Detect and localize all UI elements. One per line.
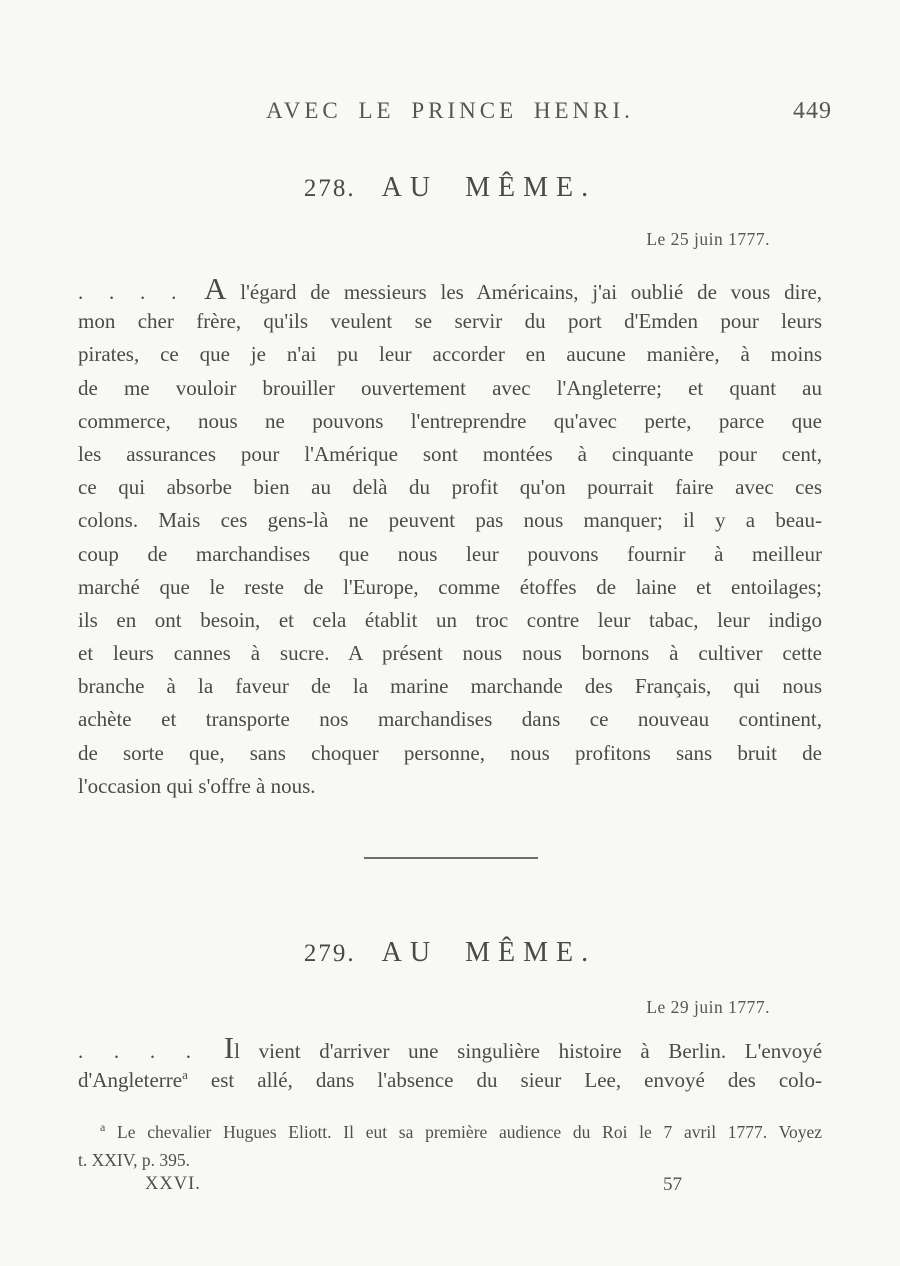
text-line: les assurances pour l'Amérique sont montées à cinquante pour cent, (78, 441, 822, 466)
text-line: l'occasion qui s'offre à nous. (78, 773, 316, 798)
letter-278-title: AU MÊME. (381, 172, 597, 203)
page-number: 449 (793, 98, 832, 124)
text-line: de sorte que, sans choquer personne, nous profitons sans bruit de (78, 740, 822, 765)
footnote-line: t. XXIV, p. 395. (78, 1149, 190, 1170)
ellipsis-opening: . . . . (78, 280, 183, 304)
text-line: mon cher frère, qu'ils veulent se servir du port d'Emden pour leurs (78, 309, 822, 334)
footnote-line (78, 1119, 822, 1147)
text-line: colons. Mais ces gens-là ne peuvent pas nous manquer; il y a beau- (78, 508, 822, 533)
running-header-title: AVEC LE PRINCE HENRI. (266, 98, 634, 123)
text-line: achète et transporte nos marchandises dans ce nouveau continent, (78, 707, 822, 732)
sheet-number: 57 (663, 1174, 682, 1195)
text-line: branche à la faveur de la marine marchande des Français, qui nous (78, 674, 822, 699)
text-line-fragment: l'égard de messieurs les Américains, j'ai oublié de vous dire, (240, 280, 823, 304)
letter-278-body (78, 272, 822, 803)
footnote-block (78, 1119, 822, 1174)
letter-279-title: AU MÊME. (381, 937, 597, 968)
text-line (78, 272, 822, 305)
text-line: de me vouloir brouiller ouvertement avec l'Angleterre; et quant au (78, 375, 822, 400)
text-line: coup de marchandises que nous leur pouvons fournir à meilleur (78, 541, 822, 566)
footnote-reference-marker: a (182, 1067, 188, 1083)
text-line: marché que le reste de l'Europe, comme étoffes de laine et entoilages; (78, 574, 822, 599)
letter-279-heading (0, 937, 900, 969)
text-line-fragment: l vient d'arriver une singulière histoire à Berlin. L'envoyé (234, 1039, 823, 1063)
ellipsis-opening: . . . . (78, 1039, 198, 1063)
footnote-text: Le chevalier Hugues Eliott. Il eut sa première audience du Roi le 7 avril 1777. Voyez (105, 1122, 822, 1142)
letter-279-dateline: Le 29 juin 1777. (646, 997, 770, 1017)
letter-279-number: 279. (303, 940, 356, 967)
text-line (78, 1064, 822, 1097)
letter-278-dateline: Le 25 juin 1777. (646, 229, 770, 249)
text-line-fragment: d'Angleterre (78, 1068, 183, 1093)
text-line: commerce, nous ne pouvons l'entreprendre qu'avec perte, parce que (78, 408, 822, 433)
letter-278-number: 278. (303, 175, 356, 202)
letter-278-heading (0, 172, 900, 204)
text-line (78, 1031, 822, 1064)
footnote-marker: a (100, 1120, 106, 1135)
initial-capital: I (223, 1030, 235, 1065)
text-line: pirates, ce que je n'ai pu leur accorder en aucune manière, à moins (78, 342, 822, 367)
text-line: et leurs cannes à sucre. A présent nous nous bornons à cultiver cette (78, 641, 822, 666)
letter-279-body (78, 1031, 822, 1097)
text-line-fragment: est allé, dans l'absence du sieur Lee, envoyé des colo- (187, 1068, 822, 1093)
initial-capital: A (204, 271, 227, 306)
text-line: ce qui absorbe bien au delà du profit qu'on pourrait faire avec ces (78, 475, 822, 500)
volume-signature: XXVI. (145, 1174, 201, 1194)
text-line: ils en ont besoin, et cela établit un troc contre leur tabac, leur indigo (78, 607, 822, 632)
section-divider-rule (364, 857, 538, 859)
